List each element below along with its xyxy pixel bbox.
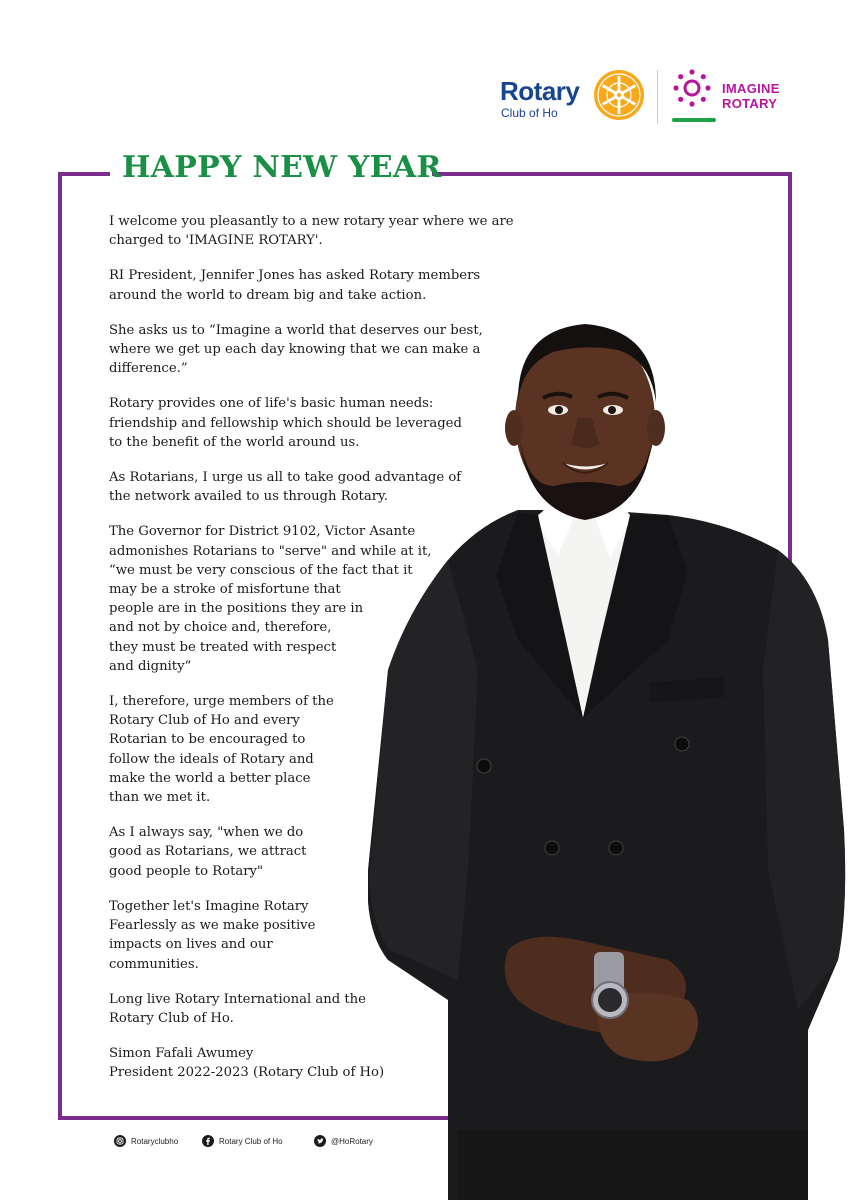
facebook-handle: Rotary Club of Ho — [219, 1136, 283, 1146]
twitter-icon — [314, 1135, 326, 1147]
paragraph: As I always say, "when we do good as Rotarians, we attract good people to Rotary" — [109, 825, 307, 879]
paragraph: I, therefore, urge members of the Rotary Club of Ho and every Rotarian to be encouraged to follow the ideals of Rotary and make the world a better place than we met it. — [109, 694, 334, 806]
signature-name: Simon Fafali Awumey — [109, 1046, 254, 1062]
paragraph: She asks us to “Imagine a world that deserves our best, where we get up each day knowing that we can make a difference.” — [109, 322, 483, 377]
rotary-wordmark: Rotary — [500, 76, 580, 106]
rotary-club-name: Club of Ho — [501, 106, 558, 120]
instagram-handle: Rotaryclubho — [131, 1136, 179, 1146]
social-twitter[interactable] — [314, 1133, 373, 1149]
paragraph: Together let's Imagine Rotary Fearlessly as we make positive impacts on lives and our communities. — [109, 898, 316, 972]
page-title: HAPPY NEW YEAR — [122, 150, 442, 185]
frame-left — [58, 172, 62, 1120]
rotary-wheel-icon — [592, 68, 646, 122]
facebook-icon — [202, 1135, 214, 1147]
signature-title: President 2022-2023 (Rotary Club of Ho) — [109, 1065, 385, 1081]
imagine-rotary-logo — [672, 66, 802, 126]
rotary-word: ROTARY — [722, 96, 778, 111]
instagram-icon — [114, 1135, 126, 1147]
twitter-handle: @HoRotary — [331, 1136, 373, 1146]
frame-top-left — [58, 172, 110, 176]
signature-block — [109, 1044, 529, 1082]
paragraph: As Rotarians, I urge us all to take good advantage of the network availed to us through Rotary. — [109, 470, 462, 505]
paragraph: The Governor for District 9102, Victor Asante admonishes Rotarians to "serve" and while at it, “we must be very conscious of the fact that it may be a stroke of misfortune that people are in the positions they are in and not by choice and, therefore, they must be treated with respect and dignity“ — [109, 524, 432, 674]
paragraph: RI President, Jennifer Jones has asked Rotary members around the world to dream big and take action. — [109, 268, 481, 303]
rotary-club-logo — [500, 68, 650, 128]
paragraph: Long live Rotary International and the Rotary Club of Ho. — [109, 991, 366, 1026]
social-facebook[interactable] — [202, 1133, 283, 1149]
imagine-rotary-icon — [672, 68, 712, 108]
paragraph: Rotary provides one of life's basic human needs: friendship and fellowship which should be leveraged to the benefit of the world around us. — [109, 396, 462, 450]
imagine-word: IMAGINE — [722, 81, 780, 96]
logo-divider — [657, 70, 658, 124]
letter-body — [109, 212, 529, 1083]
imagine-underline — [672, 118, 716, 122]
paragraph: I welcome you pleasantly to a new rotary year where we are charged to 'IMAGINE ROTARY'. — [109, 214, 514, 249]
social-instagram[interactable] — [114, 1133, 178, 1149]
frame-top-right — [432, 172, 792, 176]
